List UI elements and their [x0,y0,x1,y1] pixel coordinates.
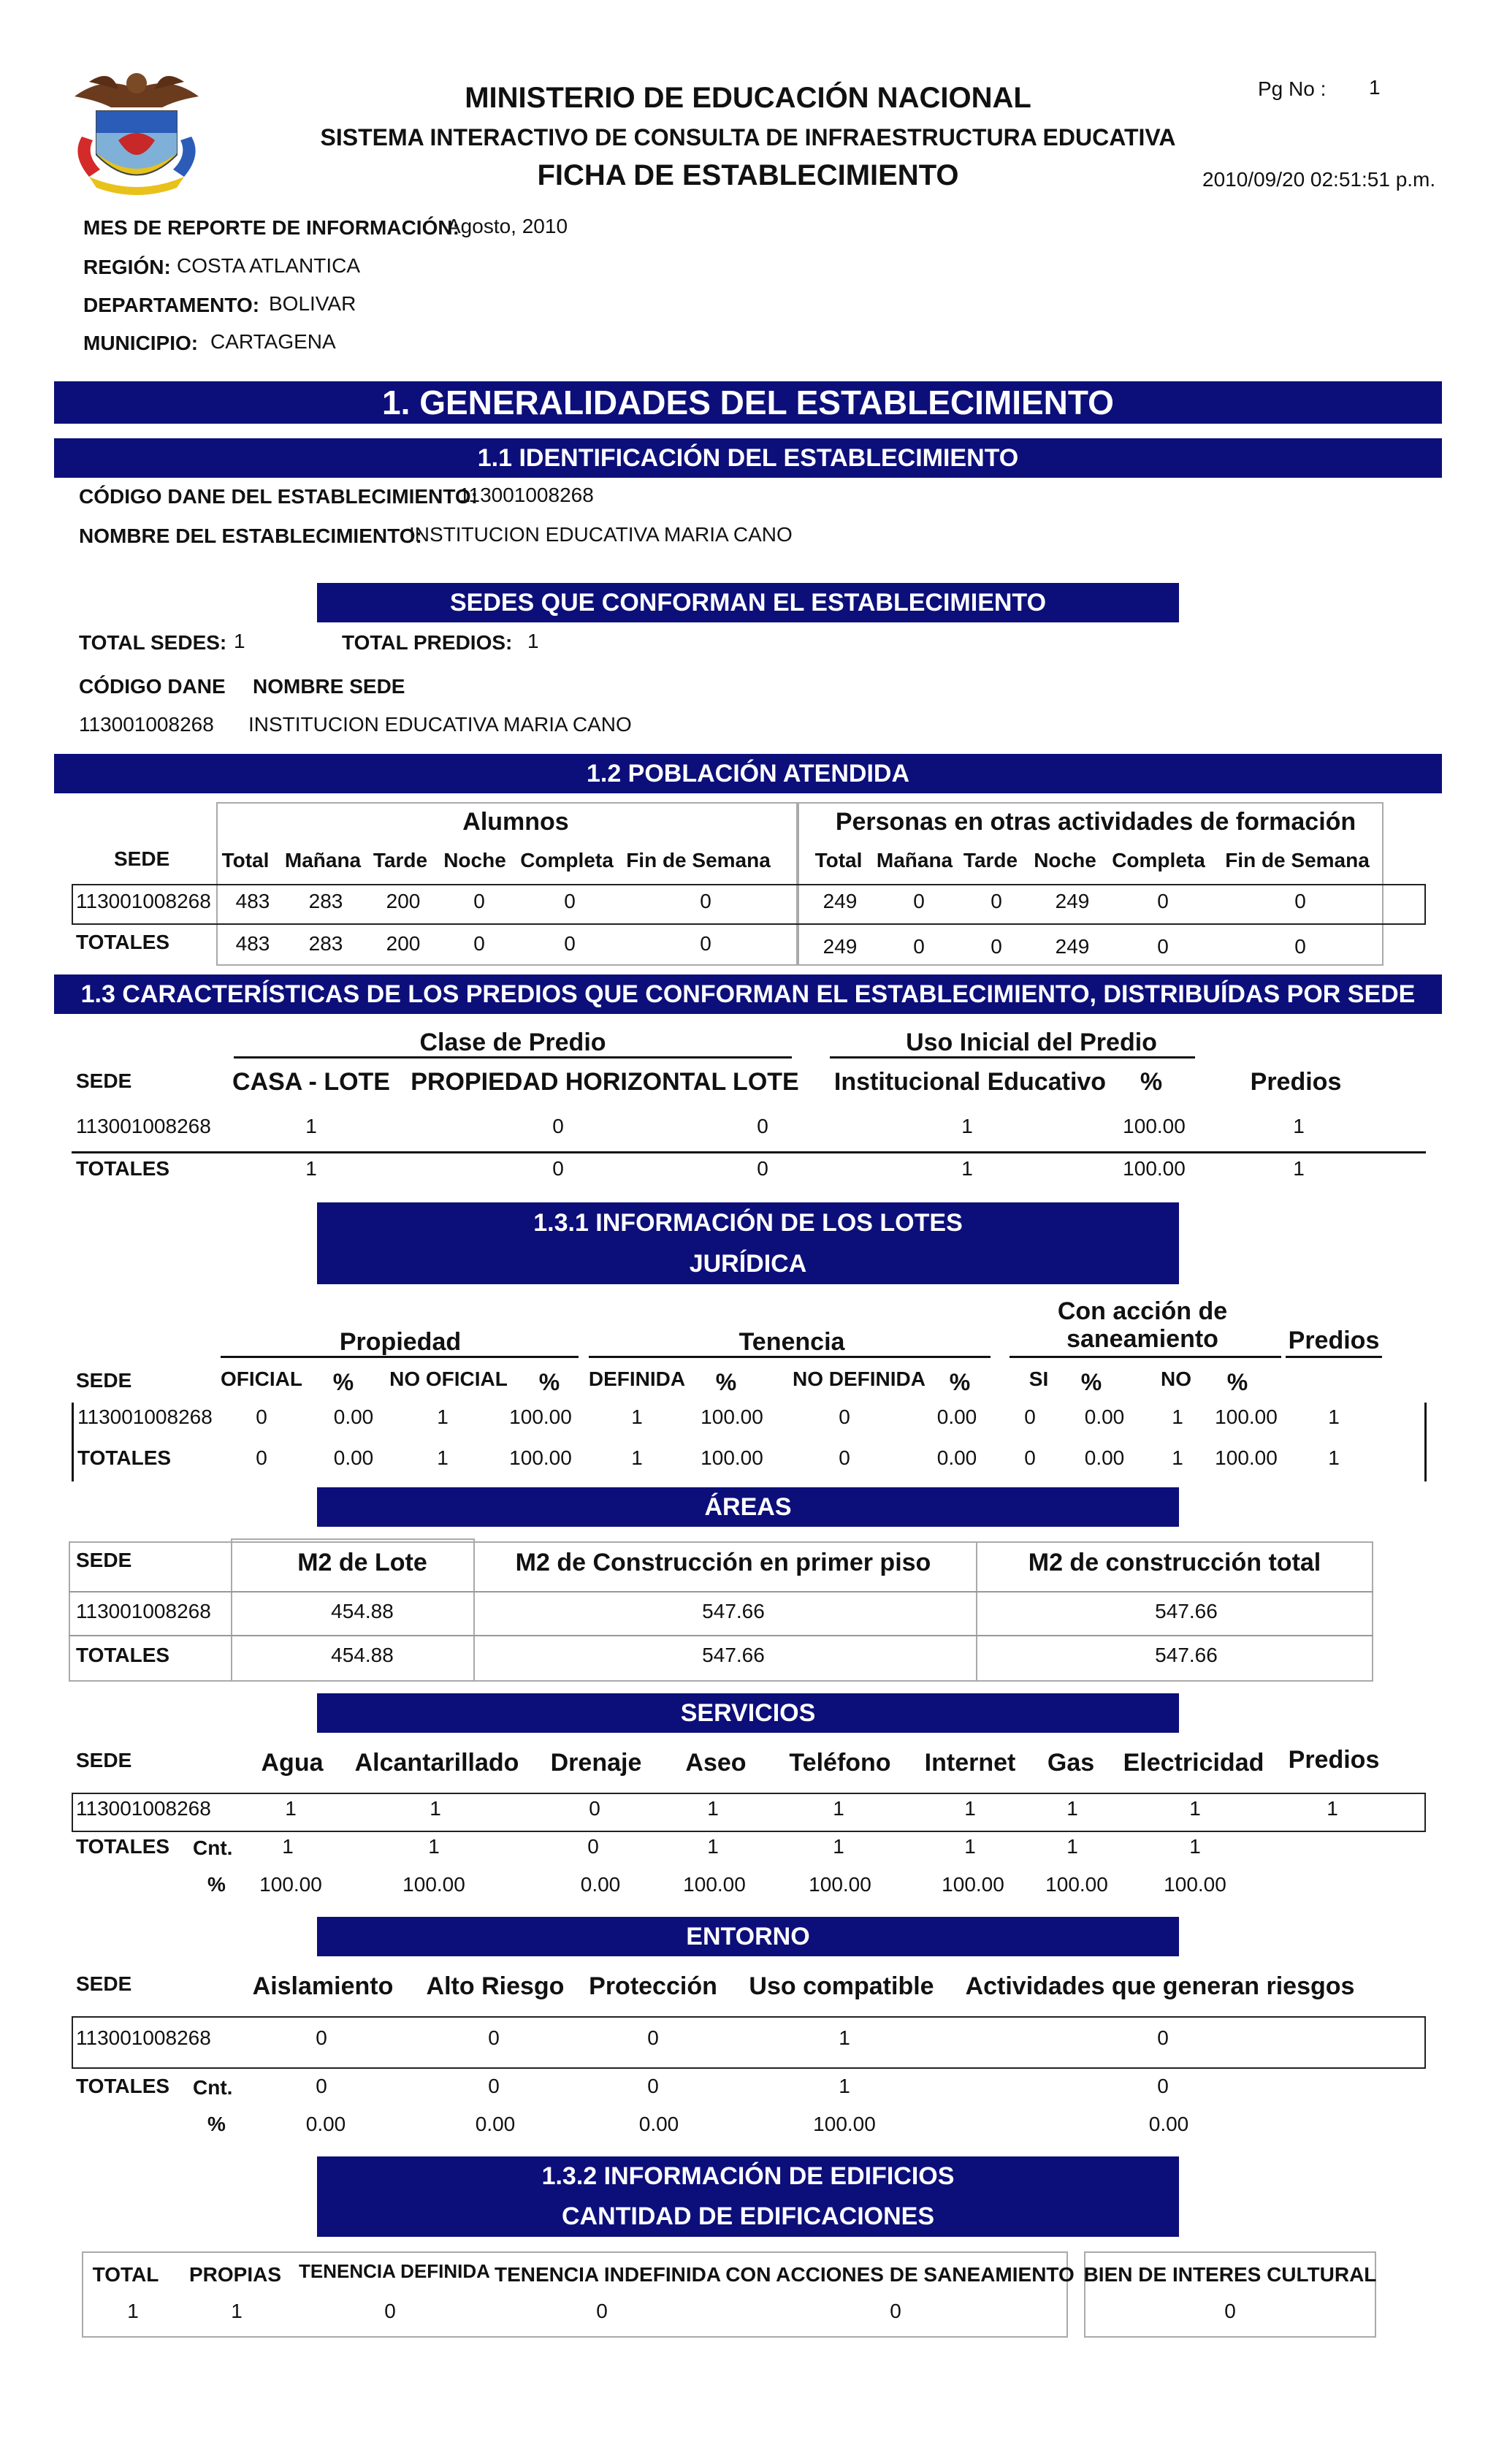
pop-tot-noche: 0 [473,932,485,955]
serv-row-agua: 1 [285,1797,297,1820]
pop-row-manana: 283 [308,890,343,912]
other-tot-completa: 0 [1157,935,1169,958]
lotes-tot-v1: 0.00 [333,1446,374,1469]
serv-pct-alcantarillado: 100.00 [402,1873,465,1896]
serv-sede-label: SEDE [76,1749,132,1771]
logo [67,67,206,199]
ent-totals-label: TOTALES [76,2075,170,2097]
lotes-tot-v0: 0 [256,1446,267,1469]
lotes-predios-label: Predios [1288,1327,1380,1354]
pop-row-total: 483 [235,890,270,912]
other-col-completa: Completa [1112,849,1205,871]
page-number: 1 [1369,76,1381,99]
serv-pct-drenaje: 0.00 [580,1873,621,1896]
serv-pct-label: % [207,1873,226,1896]
lotes-col-pct2: % [538,1369,560,1395]
lotes-col-si: SI [1028,1368,1049,1390]
propiedad-underline [221,1356,579,1358]
areas-row-lote: 454.88 [331,1600,394,1622]
areas-sede-label: SEDE [76,1549,132,1571]
predios-col-casa-lote: CASA - LOTE [232,1068,390,1096]
serv-cnt-electricidad: 1 [1189,1835,1201,1858]
serv-cnt-agua: 1 [282,1835,294,1858]
predios-tot-v2: 0 [757,1157,768,1180]
pop-row-tarde: 200 [386,890,421,912]
predios-row-v3: 1 [961,1115,973,1137]
ent-cnt-proteccion: 0 [647,2075,659,2097]
dane-code-label: CÓDIGO DANE DEL ESTABLECIMIENTO: [79,485,478,508]
lotes-tot-v2: 1 [437,1446,449,1469]
areas-row-sede: 113001008268 [76,1600,211,1622]
pop-col-noche: Noche [443,849,506,871]
predios-tot-v3: 1 [961,1157,973,1180]
establishment-name-value: INSTITUCION EDUCATIVA MARIA CANO [409,523,793,546]
serv-col-predios: Predios [1288,1746,1380,1774]
ent-col-aislamiento: Aislamiento [252,1972,394,2000]
predios-col-predios: Predios [1250,1068,1342,1096]
section-1-3-2-title [317,2156,1179,2237]
saneamiento-label: saneamiento [1066,1325,1218,1353]
serv-pct-agua: 100.00 [259,1873,322,1896]
predios-sede-label: SEDE [76,1069,132,1092]
serv-cnt-aseo: 1 [707,1835,719,1858]
lotes-right-border [1424,1403,1427,1481]
other-tot-tarde: 0 [991,935,1002,958]
predios-tot-v1: 0 [552,1157,564,1180]
pop-tot-manana: 283 [308,932,343,955]
serv-row-sede: 113001008268 [76,1797,211,1820]
total-predios-value: 1 [527,630,539,652]
lotes-col-no-definida: NO DEFINIDA [793,1368,926,1390]
serv-cnt-drenaje: 0 [587,1835,599,1858]
serv-col-gas: Gas [1047,1749,1095,1777]
ent-col-actividades: Actividades que generan riesgos [965,1972,1355,2000]
areas-totals-label: TOTALES [76,1644,170,1666]
tenencia-underline [589,1356,991,1358]
ent-row-alto-riesgo: 0 [488,2026,500,2049]
municipality-value: CARTAGENA [210,330,336,353]
sedes-col-name: NOMBRE SEDE [253,675,405,698]
predios-totals-label: TOTALES [76,1157,170,1180]
pop-col-completa: Completa [520,849,614,871]
edif-col-saneamiento: CON ACCIONES DE SANEAMIENTO [725,2263,1075,2286]
department-value: BOLIVAR [269,292,356,315]
serv-cnt-label: Cnt. [193,1836,233,1859]
pop-col-tarde: Tarde [373,849,428,871]
areas-row-primer-piso: 547.66 [702,1600,765,1622]
lotes-col-definida: DEFINIDA [588,1368,686,1390]
other-tot-total: 249 [823,935,858,958]
serv-row-drenaje: 0 [589,1797,600,1820]
lotes-col-pct3: % [715,1369,737,1395]
predios-row-v2: 0 [757,1115,768,1137]
sedes-col-code: CÓDIGO DANE [79,675,226,698]
predios-row-v0: 1 [305,1115,317,1137]
ent-pct-actividades: 0.00 [1148,2113,1189,2135]
lotes-row-v7: 0.00 [936,1405,977,1428]
lotes-row-sede: 113001008268 [77,1405,213,1428]
municipality-label: MUNICIPIO: [83,332,199,354]
lotes-totals-label: TOTALES [77,1446,172,1469]
other-row-completa: 0 [1157,890,1169,912]
dane-code-value: 113001008268 [459,484,594,506]
serv-pct-telefono: 100.00 [809,1873,871,1896]
predios-tot-v4: 100.00 [1123,1157,1186,1180]
areas-col-lote: M2 de Lote [297,1549,427,1576]
tenencia-label: Tenencia [739,1328,845,1356]
areas-col-primer-piso: M2 de Construcción en primer piso [515,1549,931,1576]
pop-tot-total: 483 [235,932,270,955]
lotes-col-no: NO [1161,1368,1191,1390]
lotes-col-pct5: % [1080,1369,1102,1395]
lotes-col-pct6: % [1226,1369,1248,1395]
section-1-3-title: 1.3 CARACTERÍSTICAS DE LOS PREDIOS QUE CONFORMAN EL ESTABLECIMIENTO, DISTRIBUÍDAS POR SEDE [54,974,1442,1014]
serv-col-alcantarillado: Alcantarillado [354,1749,519,1777]
areas-col-total: M2 de construcción total [1028,1549,1321,1576]
predios-row-v5: 1 [1293,1115,1305,1137]
other-tot-finsemana: 0 [1294,935,1306,958]
cantidad-edificaciones-title: CANTIDAD DE EDIFICACIONES [561,2202,935,2230]
ent-cnt-actividades: 0 [1157,2075,1169,2097]
ent-pct-aislamiento: 0.00 [305,2113,346,2135]
pop-row-box [72,884,1426,925]
other-row-manana: 0 [913,890,925,912]
total-sedes-label: TOTAL SEDES: [79,631,227,654]
serv-pct-internet: 100.00 [942,1873,1004,1896]
predios-col-institucional: Institucional Educativo [833,1068,1107,1096]
total-predios-label: TOTAL PREDIOS: [342,631,513,654]
saneamiento-underline [1010,1356,1281,1358]
other-col-noche: Noche [1034,849,1096,871]
other-activities-group-label: Personas en otras actividades de formación [835,808,1356,836]
ent-pct-label: % [207,2113,226,2135]
serv-row-electricidad: 1 [1189,1797,1201,1820]
lotes-tot-v7: 0.00 [936,1446,977,1469]
entorno-title: ENTORNO [317,1917,1179,1956]
ent-cnt-label: Cnt. [193,2076,233,2099]
other-col-manana: Mañana [876,849,953,871]
lotes-col-pct1: % [332,1369,354,1395]
pop-row-noche: 0 [473,890,485,912]
ent-cnt-aislamiento: 0 [316,2075,327,2097]
pop-totals-label: TOTALES [76,931,170,953]
pop-tot-tarde: 200 [386,932,421,955]
lotes-row-v4: 1 [631,1405,643,1428]
serv-row-alcantarillado: 1 [430,1797,441,1820]
predios-tot-v0: 1 [305,1157,317,1180]
pop-tot-completa: 0 [564,932,576,955]
ent-cnt-alto-riesgo: 0 [488,2075,500,2097]
areas-row-divider-1 [69,1591,1373,1593]
serv-col-telefono: Teléfono [789,1749,891,1777]
serv-row-telefono: 1 [833,1797,844,1820]
pop-row-finsemana: 0 [700,890,711,912]
ent-col-proteccion: Protección [589,1972,717,2000]
lotes-tot-v10: 1 [1172,1446,1183,1469]
serv-col-drenaje: Drenaje [550,1749,642,1777]
other-col-tarde: Tarde [963,849,1018,871]
section-1-1-title: 1.1 IDENTIFICACIÓN DEL ESTABLECIMIENTO [54,438,1442,478]
areas-tot-primer-piso: 547.66 [702,1644,765,1666]
edif-col-tenencia-definida: TENENCIA DEFINIDA [299,2260,490,2282]
other-col-finsemana: Fin de Semana [1225,849,1370,871]
serv-col-aseo: Aseo [685,1749,747,1777]
edif-val-total: 1 [127,2300,139,2322]
predios-tot-v5: 1 [1293,1157,1305,1180]
ent-pct-uso-compatible: 100.00 [813,2113,876,2135]
areas-row-total: 547.66 [1155,1600,1218,1622]
other-tot-manana: 0 [913,935,925,958]
establishment-name-label: NOMBRE DEL ESTABLECIMIENTO: [79,525,422,547]
lotes-row-v9: 0.00 [1084,1405,1125,1428]
lotes-title: 1.3.1 INFORMACIÓN DE LOS LOTES [533,1209,963,1237]
lotes-row-v5: 100.00 [701,1405,763,1428]
predios-row-v4: 100.00 [1123,1115,1186,1137]
serv-row-internet: 1 [964,1797,976,1820]
report-datetime: 2010/09/20 02:51:51 p.m. [1202,168,1436,191]
predios-row-sede: 113001008268 [76,1115,211,1137]
lotes-row-v3: 100.00 [509,1405,572,1428]
lotes-col-no-oficial: NO OFICIAL [389,1368,508,1390]
lotes-row-v0: 0 [256,1405,267,1428]
con-accion-label: Con acción de [1057,1297,1228,1325]
serv-pct-electricidad: 100.00 [1164,1873,1226,1896]
colombia-coat-of-arms-icon [67,67,206,199]
lotes-tot-v4: 1 [631,1446,643,1469]
juridica-title: JURÍDICA [689,1250,807,1278]
lotes-row-v8: 0 [1024,1405,1036,1428]
pop-col-finsemana: Fin de Semana [626,849,771,871]
other-row-tarde: 0 [991,890,1002,912]
lotes-col-pct4: % [949,1369,971,1395]
sedes-title: SEDES QUE CONFORMAN EL ESTABLECIMIENTO [317,583,1179,622]
other-tot-noche: 249 [1055,935,1090,958]
other-row-noche: 249 [1055,890,1090,912]
department-label: DEPARTAMENTO: [83,294,260,316]
ent-row-aislamiento: 0 [316,2026,327,2049]
month-label: MES DE REPORTE DE INFORMACIÓN: [83,216,459,239]
uso-inicial-underline [830,1056,1195,1059]
uso-inicial-label: Uso Inicial del Predio [906,1029,1157,1056]
form-title: FICHA DE ESTABLECIMIENTO [537,159,959,191]
clase-predio-label: Clase de Predio [419,1029,606,1056]
pop-sede-label: SEDE [114,847,170,870]
lotes-tot-v8: 0 [1024,1446,1036,1469]
lotes-tot-v5: 100.00 [701,1446,763,1469]
section-1-3-1-title [317,1202,1179,1284]
predios-col-prop-horizontal: PROPIEDAD HORIZONTAL LOTE [411,1068,799,1096]
areas-title: ÁREAS [317,1487,1179,1527]
areas-tot-total: 547.66 [1155,1644,1218,1666]
propiedad-label: Propiedad [339,1328,462,1356]
serv-cnt-internet: 1 [964,1835,976,1858]
ent-cnt-uso-compatible: 1 [839,2075,850,2097]
pop-row-sede: 113001008268 [76,890,211,912]
serv-pct-gas: 100.00 [1045,1873,1108,1896]
lotes-tot-v6: 0 [839,1446,850,1469]
serv-col-agua: Agua [261,1749,324,1777]
predios-col-pct: % [1140,1068,1163,1096]
other-col-total: Total [814,849,863,871]
edificios-title: 1.3.2 INFORMACIÓN DE EDIFICIOS [541,2162,955,2190]
areas-row-divider-2 [69,1635,1373,1636]
serv-row-box [72,1793,1426,1832]
lotes-tot-v9: 0.00 [1084,1446,1125,1469]
edif-val-bic: 0 [1224,2300,1236,2322]
lotes-row-v11: 100.00 [1215,1405,1278,1428]
system-title: SISTEMA INTERACTIVO DE CONSULTA DE INFRAESTRUCTURA EDUCATIVA [320,124,1176,150]
ent-col-uso-compatible: Uso compatible [749,1972,934,2000]
serv-cnt-alcantarillado: 1 [428,1835,440,1858]
lotes-row-v10: 1 [1172,1405,1183,1428]
lotes-sede-label: SEDE [76,1369,132,1392]
serv-totals-label: TOTALES [76,1835,170,1858]
edif-val-propias: 1 [231,2300,243,2322]
other-row-finsemana: 0 [1294,890,1306,912]
serv-row-aseo: 1 [707,1797,719,1820]
servicios-title: SERVICIOS [317,1693,1179,1733]
other-row-total: 249 [823,890,858,912]
areas-tot-lote: 454.88 [331,1644,394,1666]
month-value: Agosto, 2010 [447,215,568,237]
region-value: COSTA ATLANTICA [177,254,361,277]
lotes-row-v2: 1 [437,1405,449,1428]
ministry-title: MINISTERIO DE EDUCACIÓN NACIONAL [465,82,1031,114]
serv-col-electricidad: Electricidad [1123,1749,1264,1777]
section-1-title: 1. GENERALIDADES DEL ESTABLECIMIENTO [54,381,1442,424]
ent-row-actividades: 0 [1157,2026,1169,2049]
total-sedes-value: 1 [234,630,245,652]
alumnos-group-label: Alumnos [462,808,569,836]
lotes-tot-v11: 100.00 [1215,1446,1278,1469]
region-label: REGIÓN: [83,256,171,278]
pop-row-completa: 0 [564,890,576,912]
lotes-col-oficial: OFICIAL [221,1368,302,1390]
ent-pct-alto-riesgo: 0.00 [475,2113,516,2135]
ent-col-alto-riesgo: Alto Riesgo [426,1972,565,2000]
pop-col-total: Total [221,849,270,871]
section-1-2-title: 1.2 POBLACIÓN ATENDIDA [54,754,1442,793]
ent-row-sede: 113001008268 [76,2026,211,2049]
ent-row-proteccion: 0 [647,2026,659,2049]
predios-row-divider [72,1151,1426,1153]
serv-cnt-telefono: 1 [833,1835,844,1858]
lotes-left-border [72,1403,74,1481]
pop-col-manana: Mañana [284,849,362,871]
predios-row-v1: 0 [552,1115,564,1137]
edif-col-propias: PROPIAS [188,2263,282,2286]
serv-row-gas: 1 [1066,1797,1078,1820]
sedes-row-name: INSTITUCION EDUCATIVA MARIA CANO [248,713,632,736]
pop-tot-finsemana: 0 [700,932,711,955]
lotes-row-v1: 0.00 [333,1405,374,1428]
serv-pct-aseo: 100.00 [683,1873,746,1896]
ent-row-uso-compatible: 1 [839,2026,850,2049]
ent-pct-proteccion: 0.00 [638,2113,679,2135]
predios-underline [1286,1356,1382,1358]
edif-val-tenencia-definida: 0 [384,2300,396,2322]
edif-col-tenencia-indefinida: TENENCIA INDEFINIDA [494,2263,722,2286]
serv-col-internet: Internet [924,1749,1016,1777]
lotes-row-v12: 1 [1328,1405,1340,1428]
page-label: Pg No : [1258,77,1327,100]
edif-val-tenencia-indefinida: 0 [596,2300,608,2322]
edif-col-total: TOTAL [92,2263,159,2286]
edif-val-saneamiento: 0 [890,2300,901,2322]
lotes-tot-v12: 1 [1328,1446,1340,1469]
lotes-tot-v3: 100.00 [509,1446,572,1469]
ent-row-box [72,2016,1426,2069]
lotes-row-v6: 0 [839,1405,850,1428]
ent-sede-label: SEDE [76,1972,132,1995]
sedes-row-code: 113001008268 [79,713,214,736]
serv-row-predios: 1 [1327,1797,1338,1820]
edif-col-bic: BIEN DE INTERES CULTURAL [1083,2263,1377,2286]
clase-predio-underline [234,1056,792,1059]
serv-cnt-gas: 1 [1066,1835,1078,1858]
